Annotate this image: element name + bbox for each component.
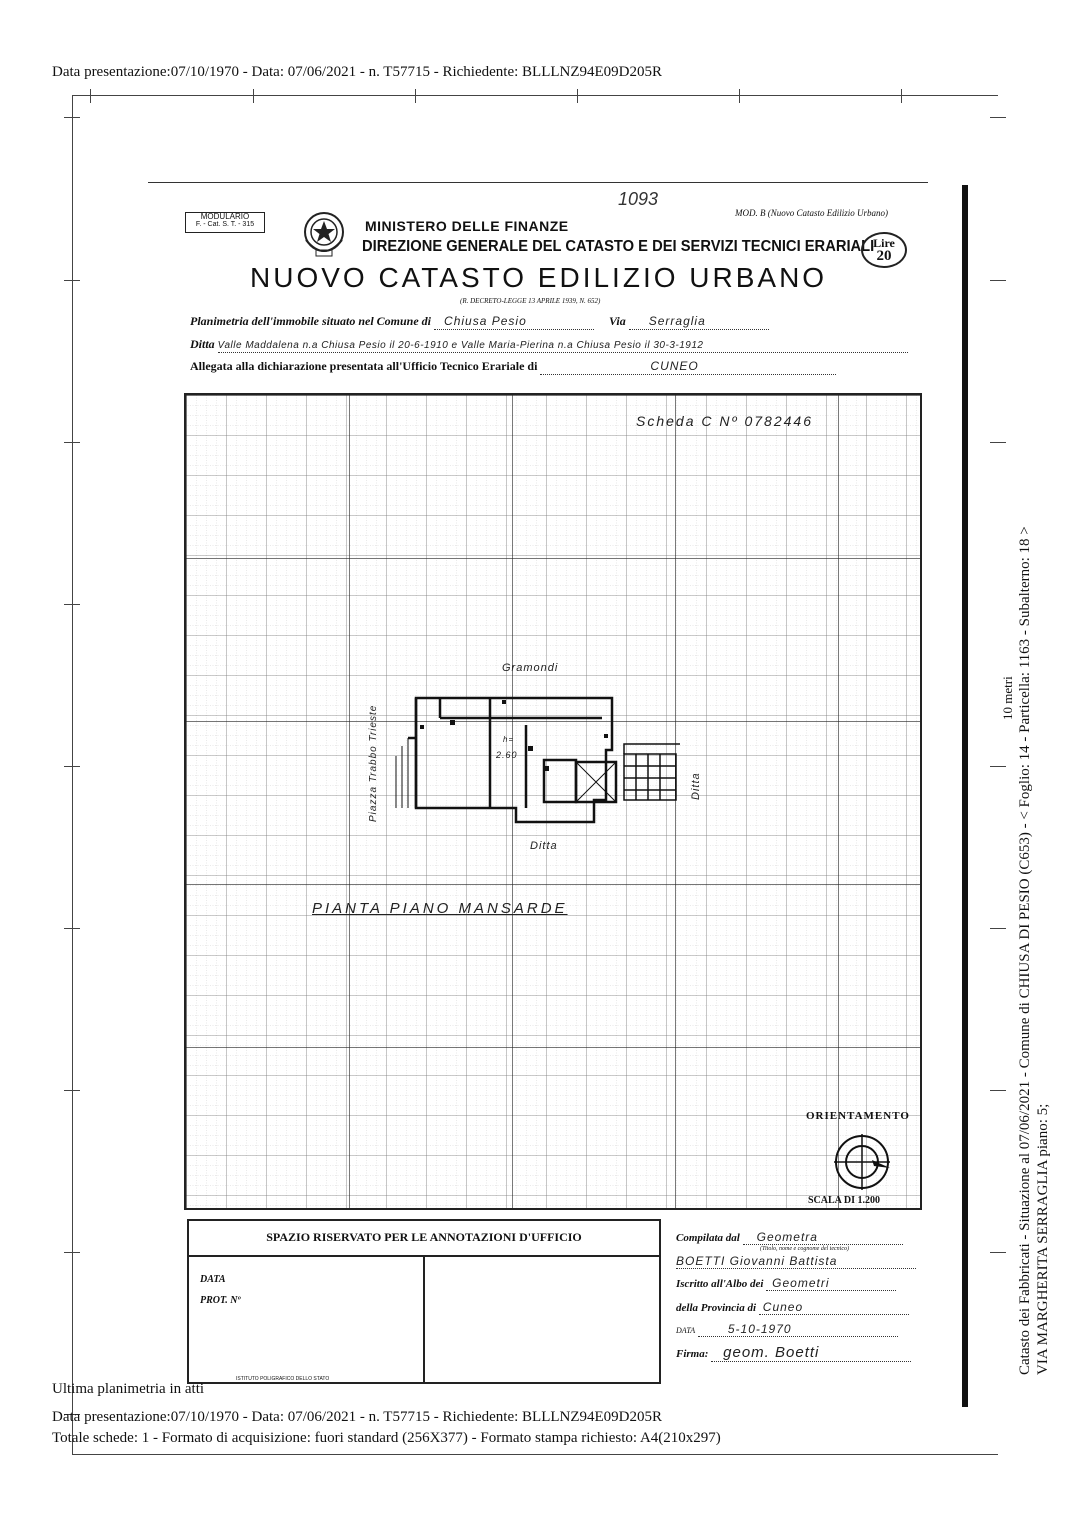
lire-stamp	[861, 232, 907, 268]
compilata-row	[676, 1230, 903, 1245]
provincia-field	[759, 1300, 909, 1315]
allegata-row	[190, 359, 836, 375]
modulario-box	[185, 212, 265, 233]
comune-field	[434, 314, 594, 330]
annotation-column-divider	[423, 1255, 425, 1384]
ufficio-field	[540, 359, 836, 375]
data-field	[698, 1322, 898, 1337]
via-field	[629, 314, 769, 330]
iscritto-value: Geometri	[772, 1276, 830, 1290]
frame-tick	[64, 766, 80, 767]
frame-tick	[990, 928, 1006, 929]
annotation-prot-label: PROT. Nº	[200, 1295, 241, 1306]
frame-tick	[739, 89, 740, 103]
iscritto-field	[766, 1276, 896, 1291]
lire-value: 20	[876, 248, 892, 264]
provincia-label: della Provincia di	[676, 1302, 757, 1314]
iscritto-row	[676, 1276, 896, 1291]
via-label: Via	[609, 314, 626, 328]
frame-tick	[64, 280, 80, 281]
modulario-sub: F. - Cat. S. T. - 315	[195, 221, 255, 228]
lire-label: Lire	[873, 236, 895, 250]
frame-tick	[253, 89, 254, 103]
tecnico-row	[676, 1254, 916, 1269]
document-title: NUOVO CATASTO EDILIZIO URBANO	[250, 262, 828, 293]
frame-tick	[990, 117, 1006, 118]
label-ditta-right: Ditta	[690, 772, 702, 800]
orientation-label: ORIENTAMENTO	[806, 1110, 910, 1122]
footer-line-2: Totale schede: 1 - Formato di acquisizione: fuori standard (256X377) - Formato stampa richiesto: A4(210x297)	[52, 1430, 721, 1446]
frame-tick	[64, 1090, 80, 1091]
modulario-label: MODULARIO	[200, 212, 250, 221]
handwritten-number: 1093	[618, 189, 659, 209]
via-value: Serraglia	[648, 314, 706, 328]
compass-icon	[830, 1130, 894, 1194]
printer-imprint: ISTITUTO POLIGRAFICO DELLO STATO	[236, 1376, 330, 1382]
tecnico-field	[676, 1254, 916, 1269]
mod-b-label: MOD. B (Nuovo Catasto Edilizio Urbano)	[735, 208, 888, 218]
data-field-label: DATA	[676, 1326, 696, 1335]
frame-tick	[415, 89, 416, 103]
frame-tick	[64, 117, 80, 118]
ditta-row	[190, 337, 908, 353]
frame-tick	[90, 89, 91, 103]
sheet-right-edge	[962, 185, 968, 1407]
data-field-value: 5-10-1970	[727, 1322, 792, 1336]
planimetria-label: Planimetria dell'immobile situato nel Comune di	[190, 314, 432, 328]
frame-tick	[990, 766, 1006, 767]
side-info	[1016, 526, 1052, 1375]
sheet-top-border	[148, 182, 928, 183]
label-piazza: Piazza Trabbo Trieste	[368, 704, 379, 822]
plan-title: PIANTA PIANO MANSARDE	[312, 900, 568, 917]
frame-tick	[990, 1090, 1006, 1091]
firma-row	[676, 1344, 911, 1362]
firma-label: Firma:	[676, 1348, 709, 1360]
comune-value: Chiusa Pesio	[444, 314, 527, 328]
ditta-value: Valle Maddalena n.a Chiusa Pesio il 20-6-1910 e Valle Maria-Pierina n.a Chiusa Pesio il 30-3-1912	[217, 340, 704, 351]
height-value: 2.60	[496, 750, 518, 760]
ditta-label: Ditta	[190, 337, 215, 351]
provincia-row	[676, 1300, 909, 1315]
frame-tick	[990, 442, 1006, 443]
frame-tick	[64, 1252, 80, 1253]
titolo-note: (Titolo, nome e cognome del tecnico)	[760, 1246, 849, 1252]
direzione-title: DIREZIONE GENERALE DEL CATASTO E DEI SERVIZI TECNICI ERARIALI	[362, 238, 875, 255]
tecnico-name: BOETTI Giovanni Battista	[676, 1254, 838, 1268]
firma-field	[711, 1344, 911, 1362]
frame-tick	[64, 604, 80, 605]
firma-signature: geom. Boetti	[723, 1344, 820, 1361]
data-field-row	[676, 1322, 898, 1337]
frame-tick	[577, 89, 578, 103]
compilata-value: Geometra	[756, 1230, 818, 1244]
footer-line-1: Data presentazione:07/10/1970 - Data: 07/06/2021 - n. T57715 - Richiedente: BLLLNZ94E09D205R	[52, 1409, 663, 1425]
annotation-title: SPAZIO RISERVATO PER LE ANNOTAZIONI D'UFFICIO	[266, 1230, 582, 1244]
planimetria-row	[190, 314, 769, 330]
frame-tick	[990, 280, 1006, 281]
ditta-field	[218, 337, 908, 353]
height-label: h=	[503, 735, 515, 744]
allegata-label: Allegata alla dichiarazione presentata all'Ufficio Tecnico Erariale di	[190, 359, 538, 373]
republic-emblem-icon	[302, 210, 346, 258]
side-info-line-1: Catasto dei Fabbricati - Situazione al 07/06/2021 - Comune di CHIUSA DI PESIO (C653) - < Foglio: 14 - Particella: 1163 - Subalterno: 18 >	[1017, 526, 1033, 1375]
side-info-line-2: VIA MARGHERITA SERRAGLIA piano: 5;	[1035, 1103, 1051, 1375]
provincia-value: Cuneo	[762, 1300, 804, 1314]
header-info-line: Data presentazione:07/10/1970 - Data: 07/06/2021 - n. T57715 - Richiedente: BLLLNZ94E09D205R	[52, 64, 663, 80]
footer-ultima: Ultima planimetria in atti	[52, 1381, 205, 1397]
label-ditta-bottom: Ditta	[530, 840, 558, 852]
annotation-data-label: DATA	[200, 1274, 226, 1285]
ministero-title: MINISTERO DELLE FINANZE	[365, 218, 569, 234]
frame-tick	[64, 928, 80, 929]
ufficio-value: CUNEO	[650, 359, 699, 373]
scheda-number: Scheda C Nº 0782446	[636, 413, 813, 429]
scale-stamp: 10 metri	[1000, 676, 1015, 720]
compilata-field	[743, 1230, 903, 1245]
floor-plan-drawing	[380, 690, 700, 840]
frame-tick	[990, 1252, 1006, 1253]
decreto-note: (R. DECRETO-LEGGE 13 APRILE 1939, N. 652)	[460, 297, 601, 305]
scale-label: SCALA DI 1.200	[808, 1195, 880, 1206]
frame-tick	[64, 442, 80, 443]
iscritto-label: Iscritto all'Albo dei	[676, 1278, 764, 1290]
compilata-label: Compilata dal	[676, 1232, 740, 1244]
label-gramondi: Gramondi	[502, 662, 559, 674]
frame-tick	[901, 89, 902, 103]
